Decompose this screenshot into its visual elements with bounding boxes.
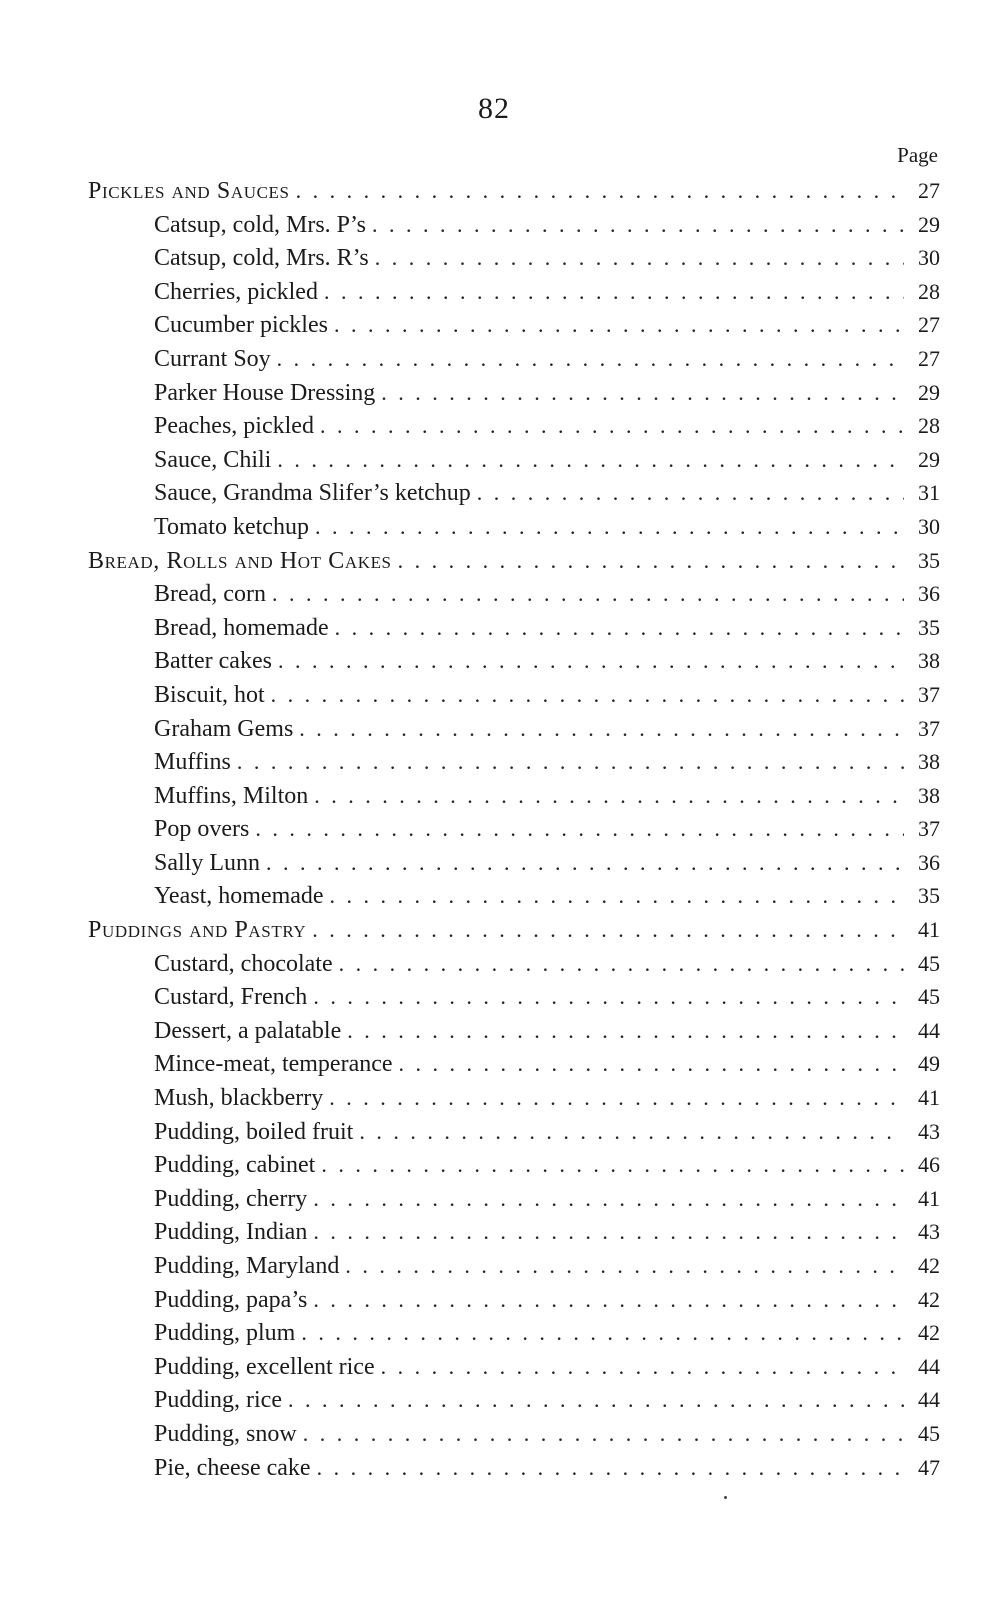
index-entry	[88, 208, 940, 242]
dot-leader	[315, 510, 904, 544]
dot-leader	[381, 1350, 904, 1384]
entry-page-number: 41	[918, 1185, 940, 1211]
entry-page-number: 47	[918, 1454, 940, 1480]
page-number: 82	[478, 92, 510, 125]
entry-label: Mush, blackberry	[154, 1085, 324, 1112]
dot-leader	[237, 745, 904, 779]
section-page-number: 41	[918, 917, 940, 943]
entry-page-number: 44	[918, 1353, 940, 1379]
index-entry	[88, 611, 940, 645]
entry-page-number: 43	[918, 1219, 940, 1245]
entry-page-number: 30	[918, 245, 940, 271]
index-entry	[88, 846, 940, 880]
dot-leader	[372, 208, 904, 242]
index-entry	[88, 1047, 940, 1081]
entry-page-number: 29	[918, 211, 940, 237]
index-entry	[88, 1316, 940, 1350]
index-entry	[88, 577, 940, 611]
index-entry	[88, 1014, 940, 1048]
entry-label: Peaches, pickled	[154, 413, 314, 440]
entry-page-number: 46	[918, 1152, 940, 1178]
index-entry	[88, 779, 940, 813]
entry-page-number: 28	[918, 413, 940, 439]
index-list	[88, 174, 940, 1484]
dot-leader	[339, 947, 904, 981]
entry-label: Tomato ketchup	[154, 513, 309, 540]
entry-label: Mince-meat, temperance	[154, 1051, 393, 1078]
index-entry	[88, 879, 940, 913]
dot-leader	[312, 913, 904, 947]
entry-page-number: 42	[918, 1286, 940, 1312]
dot-leader	[329, 1081, 904, 1115]
dot-leader	[278, 644, 904, 678]
dot-leader	[381, 376, 904, 410]
entry-label: Pudding, snow	[154, 1420, 297, 1447]
section-title: Puddings and Pastry	[88, 917, 307, 944]
entry-page-number: 35	[918, 614, 940, 640]
entry-label: Pudding, cherry	[154, 1185, 308, 1212]
index-entry	[88, 510, 940, 544]
entry-label: Muffins	[154, 749, 231, 776]
entry-page-number: 35	[918, 883, 940, 909]
dot-leader	[271, 678, 904, 712]
index-entry	[88, 1081, 940, 1115]
dot-leader	[347, 1014, 904, 1048]
dot-leader	[272, 577, 904, 611]
section-title: Pickles and Sauces	[88, 178, 290, 204]
entry-page-number: 27	[918, 312, 940, 338]
entry-page-number: 27	[918, 345, 940, 371]
dot-leader	[324, 275, 904, 309]
index-entry	[88, 712, 940, 746]
index-entry	[88, 409, 940, 443]
entry-page-number: 49	[918, 1051, 940, 1077]
index-entry	[88, 1383, 940, 1417]
entry-label: Pudding, plum	[154, 1320, 296, 1347]
entry-page-number: 42	[918, 1253, 940, 1278]
entry-page-number: 36	[918, 849, 940, 875]
dot-leader	[313, 1182, 904, 1216]
index-entry	[88, 241, 940, 275]
dot-leader	[277, 443, 904, 477]
entry-page-number: 30	[918, 513, 940, 539]
dot-leader	[334, 308, 904, 342]
entry-page-number: 37	[918, 715, 940, 741]
dot-leader	[266, 846, 904, 880]
dot-leader	[313, 980, 904, 1014]
entry-label: Cherries, pickled	[154, 278, 318, 305]
entry-label: Batter cakes	[154, 648, 272, 675]
entry-label: Sauce, Chili	[154, 446, 272, 473]
entry-label: Custard, chocolate	[154, 950, 333, 977]
entry-label: Catsup, cold, Mrs. P’s	[154, 211, 367, 238]
entry-page-number: 45	[918, 984, 940, 1010]
dot-leader	[288, 1383, 904, 1417]
entry-label: Dessert, a palatable	[154, 1017, 342, 1044]
entry-page-number: 45	[918, 1420, 940, 1446]
dot-leader	[301, 1316, 904, 1350]
entry-page-number: 42	[918, 1320, 940, 1346]
entry-label: Custard, French	[154, 984, 308, 1011]
index-entry	[88, 1283, 940, 1317]
index-entry	[88, 275, 940, 309]
entry-page-number: 36	[918, 581, 940, 607]
entry-page-number: 44	[918, 1017, 940, 1043]
entry-label: Pudding, papa’s	[154, 1286, 308, 1313]
dot-leader	[320, 409, 904, 443]
entry-label: Currant Soy	[154, 345, 271, 372]
entry-label: Pop overs	[154, 816, 250, 843]
entry-label: Bread, corn	[154, 581, 266, 608]
entry-label: Sauce, Grandma Slifer’s ketchup	[154, 480, 471, 507]
dot-leader	[477, 476, 904, 510]
entry-label: Pudding, boiled fruit	[154, 1118, 354, 1145]
entry-page-number: 38	[918, 749, 940, 775]
section-title: Bread, Rolls and Hot Cakes	[88, 547, 392, 574]
entry-page-number: 28	[918, 278, 940, 304]
entry-page-number: 44	[918, 1387, 940, 1413]
entry-page-number: 31	[918, 480, 940, 506]
entry-label: Muffins, Milton	[154, 782, 309, 809]
index-entry	[88, 678, 940, 712]
dot-leader	[313, 1283, 904, 1317]
dot-leader	[317, 1451, 904, 1485]
section-heading	[88, 174, 940, 208]
dot-leader	[399, 1047, 904, 1081]
index-entry	[88, 308, 940, 342]
entry-label: Yeast, homemade	[154, 883, 324, 910]
index-entry	[88, 1148, 940, 1182]
entry-page-number: 38	[918, 648, 940, 674]
page-column-header: Page	[897, 143, 938, 167]
index-entry	[88, 1451, 940, 1485]
entry-label: Sally Lunn	[154, 849, 260, 876]
index-entry	[88, 1249, 940, 1283]
entry-page-number: 41	[918, 1085, 940, 1111]
dot-leader	[359, 1115, 904, 1149]
index-entry	[88, 1417, 940, 1451]
dot-leader	[335, 611, 904, 645]
entry-page-number: 37	[918, 681, 940, 707]
dot-leader	[375, 241, 904, 275]
section-page-number: 35	[918, 547, 940, 573]
section-page-number: 27	[918, 178, 940, 203]
entry-label: Pudding, cabinet	[154, 1152, 316, 1179]
print-speck	[724, 1496, 727, 1499]
entry-label: Pie, cheese cake	[154, 1454, 311, 1481]
entry-label: Pudding, rice	[154, 1387, 282, 1414]
entry-label: Biscuit, hot	[154, 681, 265, 708]
entry-page-number: 29	[918, 446, 940, 472]
entry-page-number: 37	[918, 816, 940, 842]
entry-label: Pudding, Maryland	[154, 1253, 340, 1279]
section-heading	[88, 544, 940, 578]
entry-label: Pudding, excellent rice	[154, 1353, 375, 1380]
index-entry	[88, 1115, 940, 1149]
entry-label: Graham Gems	[154, 715, 294, 742]
index-entry	[88, 947, 940, 981]
entry-label: Catsup, cold, Mrs. R’s	[154, 245, 369, 272]
index-entry	[88, 443, 940, 477]
dot-leader	[296, 174, 904, 208]
dot-leader	[345, 1249, 904, 1283]
index-entry	[88, 1350, 940, 1384]
index-entry	[88, 644, 940, 678]
entry-label: Bread, homemade	[154, 614, 329, 641]
entry-label: Cucumber pickles	[154, 312, 328, 339]
dot-leader	[398, 544, 904, 578]
index-entry	[88, 812, 940, 846]
entry-page-number: 29	[918, 379, 940, 405]
index-entry	[88, 376, 940, 410]
section-heading	[88, 913, 940, 947]
entry-page-number: 38	[918, 782, 940, 808]
dot-leader	[299, 712, 904, 746]
entry-label: Pudding, Indian	[154, 1219, 308, 1246]
dot-leader	[330, 879, 904, 913]
dot-leader	[255, 812, 904, 846]
index-entry	[88, 1182, 940, 1216]
entry-label: Parker House Dressing	[154, 379, 376, 406]
index-entry	[88, 1215, 940, 1249]
dot-leader	[313, 1215, 904, 1249]
dot-leader	[314, 779, 904, 813]
dot-leader	[303, 1417, 904, 1451]
dot-leader	[277, 342, 904, 376]
index-entry	[88, 476, 940, 510]
entry-page-number: 45	[918, 950, 940, 976]
dot-leader	[321, 1148, 904, 1182]
index-entry	[88, 745, 940, 779]
index-entry	[88, 342, 940, 376]
entry-page-number: 43	[918, 1118, 940, 1144]
index-entry	[88, 980, 940, 1014]
